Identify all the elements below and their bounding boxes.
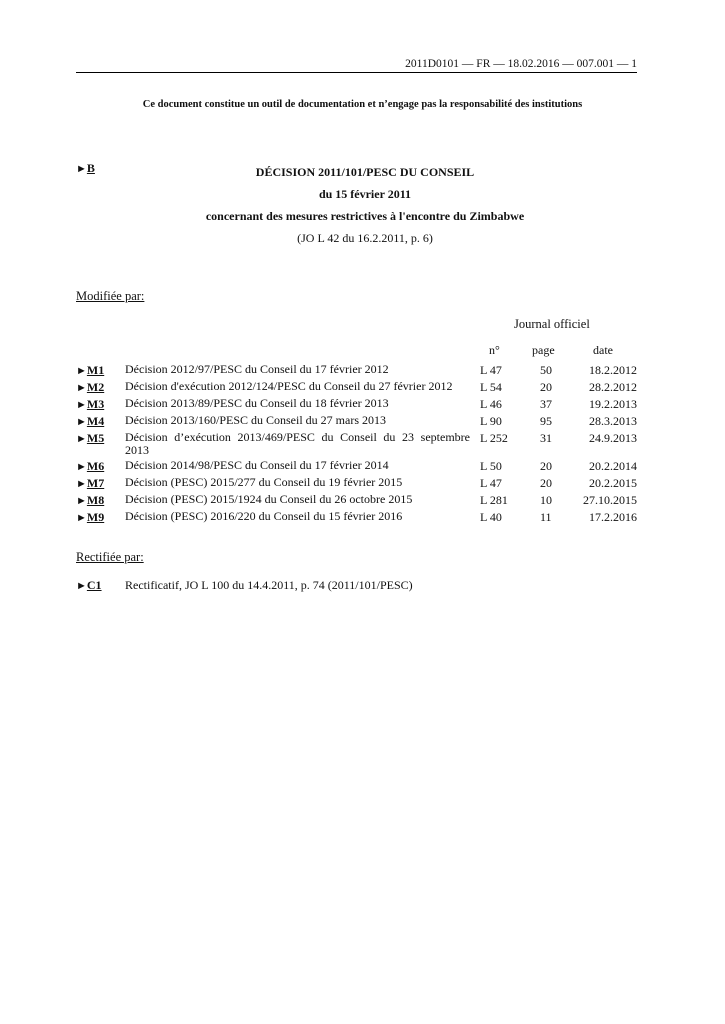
amendment-row	[76, 493, 637, 509]
triangle-right-icon: ►	[76, 382, 87, 394]
journal-page: 20	[540, 459, 552, 473]
amendment-title: Décision 2014/98/PESC du Conseil du 17 février 2014	[125, 458, 389, 472]
act-title-block	[150, 161, 580, 249]
column-header-date: date	[593, 343, 613, 357]
amendment-marker[interactable]: ►M6	[76, 459, 105, 473]
triangle-right-icon: ►	[76, 416, 87, 428]
amendment-marker[interactable]: ►M7	[76, 476, 105, 490]
journal-page: 31	[540, 431, 552, 445]
journal-number: L 54	[480, 380, 502, 394]
amendment-row	[76, 380, 637, 396]
amendment-row	[76, 414, 637, 430]
journal-date: 27.10.2015	[583, 493, 637, 507]
journal-page: 10	[540, 493, 552, 507]
base-act-code[interactable]: B	[86, 161, 95, 175]
journal-number: L 90	[480, 414, 502, 428]
triangle-right-icon: ►	[76, 580, 87, 592]
journal-page: 20	[540, 476, 552, 490]
amendment-marker[interactable]: ►M9	[76, 510, 105, 524]
column-header-number: n°	[489, 343, 500, 357]
triangle-right-icon: ►	[76, 163, 87, 175]
disclaimer: Ce document constitue un outil de documentation et n’engage pas la responsabilité des institutions	[142, 99, 583, 110]
amendment-title: Décision (PESC) 2015/1924 du Conseil du 26 octobre 2015	[125, 492, 413, 506]
amendment-marker[interactable]: ►M8	[76, 493, 105, 507]
journal-date: 18.2.2012	[589, 363, 637, 377]
triangle-right-icon: ►	[76, 365, 87, 377]
journal-date: 20.2.2014	[589, 459, 637, 473]
journal-number: L 281	[480, 493, 508, 507]
amendment-row	[76, 397, 637, 413]
triangle-right-icon: ►	[76, 399, 87, 411]
amendment-row	[76, 431, 637, 459]
column-header-page: page	[532, 343, 555, 357]
amendment-title: Décision 2013/160/PESC du Conseil du 27 mars 2013	[125, 413, 386, 427]
amendment-row	[76, 476, 637, 492]
amendment-marker[interactable]: ►M4	[76, 414, 105, 428]
journal-date: 17.2.2016	[589, 510, 637, 524]
triangle-right-icon: ►	[76, 433, 87, 445]
amended-by-label: Modifiée par:	[76, 289, 145, 303]
triangle-right-icon: ►	[76, 461, 87, 473]
act-subject: concernant des mesures restrictives à l'encontre du Zimbabwe	[205, 209, 525, 223]
journal-number: L 47	[480, 363, 502, 377]
journal-date: 20.2.2015	[589, 476, 637, 490]
base-act-marker	[76, 161, 95, 176]
journal-page: 37	[540, 397, 552, 411]
amendment-marker[interactable]: ►M5	[76, 431, 105, 445]
journal-number: L 47	[480, 476, 502, 490]
act-title: DÉCISION 2011/101/PESC DU CONSEIL	[255, 165, 475, 179]
journal-heading: Journal officiel	[514, 317, 590, 331]
act-date: du 15 février 2011	[318, 187, 412, 201]
journal-number: L 252	[480, 431, 508, 445]
corrected-by-label: Rectifiée par:	[76, 550, 144, 564]
correction-title: Rectificatif, JO L 100 du 14.4.2011, p. 74 (2011/101/PESC)	[125, 578, 413, 592]
journal-number: L 50	[480, 459, 502, 473]
amendment-title: Décision (PESC) 2015/277 du Conseil du 19 février 2015	[125, 475, 403, 489]
journal-page: 11	[540, 510, 552, 524]
amendment-row	[76, 510, 637, 526]
journal-date: 19.2.2013	[589, 397, 637, 411]
correction-marker[interactable]: ►C1	[76, 578, 102, 592]
journal-number: L 46	[480, 397, 502, 411]
journal-page: 95	[540, 414, 552, 428]
journal-page: 20	[540, 380, 552, 394]
amendment-marker[interactable]: ►M1	[76, 363, 105, 377]
triangle-right-icon: ►	[76, 495, 87, 507]
amendment-title: Décision d’exécution 2013/469/PESC du Conseil du 23 septembre 2013	[125, 430, 470, 457]
amendment-row	[76, 363, 637, 379]
journal-date: 24.9.2013	[589, 431, 637, 445]
journal-number: L 40	[480, 510, 502, 524]
journal-page: 50	[540, 363, 552, 377]
act-publication-reference: (JO L 42 du 16.2.2011, p. 6)	[297, 231, 433, 245]
amendment-row	[76, 459, 637, 475]
journal-date: 28.3.2013	[589, 414, 637, 428]
triangle-right-icon: ►	[76, 478, 87, 490]
journal-date: 28.2.2012	[589, 380, 637, 394]
amendment-title: Décision 2013/89/PESC du Conseil du 18 février 2013	[125, 396, 389, 410]
amendment-title: Décision 2012/97/PESC du Conseil du 17 février 2012	[125, 362, 389, 376]
header-divider	[76, 72, 637, 73]
triangle-right-icon: ►	[76, 512, 87, 524]
amendment-title: Décision (PESC) 2016/220 du Conseil du 15 février 2016	[125, 509, 403, 523]
document-reference: 2011D0101 — FR — 18.02.2016 — 007.001 — 1	[405, 58, 637, 70]
amendment-title: Décision d'exécution 2012/124/PESC du Conseil du 27 février 2012	[125, 379, 453, 393]
amendment-marker[interactable]: ►M2	[76, 380, 105, 394]
amendment-marker[interactable]: ►M3	[76, 397, 105, 411]
